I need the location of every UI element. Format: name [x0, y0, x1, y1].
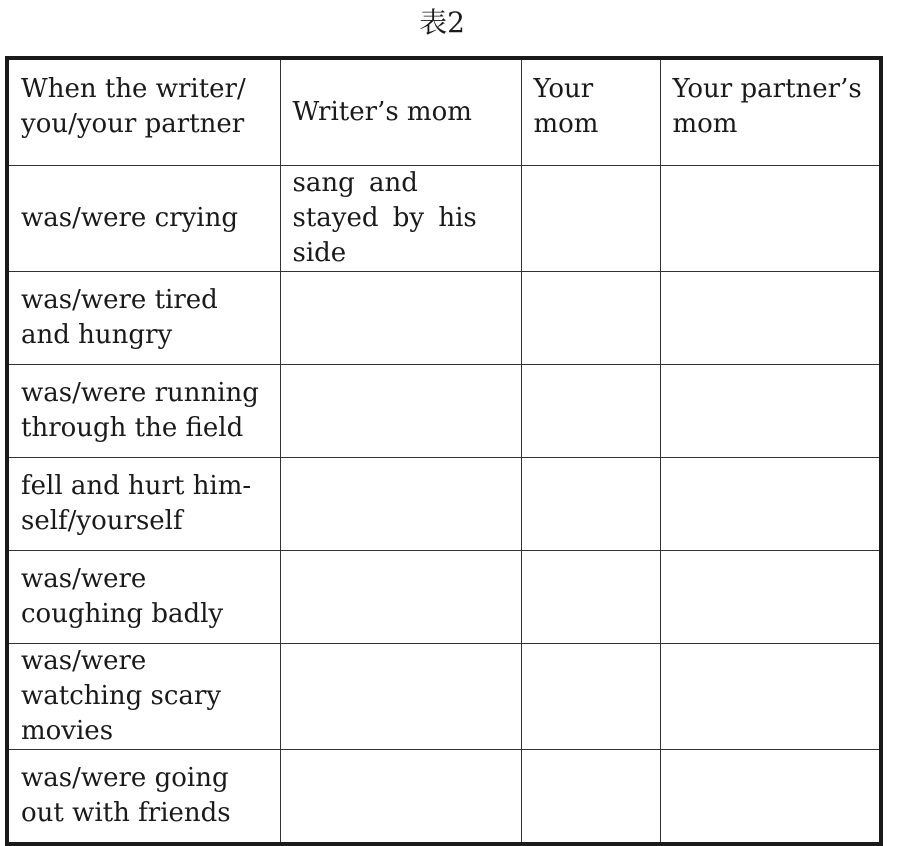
situation-cell: was/were coughing badly [7, 551, 280, 644]
partners-mom-cell [660, 365, 881, 458]
situation-cell: was/were watching scary movies [7, 644, 280, 750]
your-mom-cell [521, 365, 660, 458]
writers-mom-cell [280, 750, 521, 845]
your-mom-cell [521, 551, 660, 644]
table-row [7, 750, 881, 845]
partners-mom-cell [660, 166, 881, 272]
your-mom-cell [521, 644, 660, 750]
writers-mom-cell [280, 551, 521, 644]
writers-mom-cell [280, 272, 521, 365]
table-row [7, 272, 881, 365]
table-row [7, 458, 881, 551]
header-situation: When the writer/ you/your partner [7, 58, 280, 166]
your-mom-cell [521, 272, 660, 365]
situation-cell: was/were crying [7, 166, 280, 272]
situation-cell: was/were tired and hungry [7, 272, 280, 365]
table-caption: 表2 [419, 6, 465, 39]
partners-mom-cell [660, 458, 881, 551]
situation-cell: was/were running through the field [7, 365, 280, 458]
partners-mom-cell [660, 644, 881, 750]
situation-cell: was/were going out with friends [7, 750, 280, 845]
table-row [7, 644, 881, 750]
your-mom-cell [521, 458, 660, 551]
writers-mom-cell [280, 458, 521, 551]
partners-mom-cell [660, 750, 881, 845]
writers-mom-cell [280, 644, 521, 750]
table-header-row [7, 58, 881, 166]
partners-mom-cell [660, 272, 881, 365]
table-row [7, 551, 881, 644]
situation-cell: fell and hurt him-self/yourself [7, 458, 280, 551]
table-row [7, 365, 881, 458]
header-your-mom: Your mom [521, 58, 660, 166]
table-row [7, 166, 881, 272]
header-writers-mom: Writer’s mom [280, 58, 521, 166]
partners-mom-cell [660, 551, 881, 644]
writers-mom-cell [280, 365, 521, 458]
comparison-table [5, 56, 883, 846]
header-partners-mom: Your partner’s mom [660, 58, 881, 166]
your-mom-cell [521, 166, 660, 272]
your-mom-cell [521, 750, 660, 845]
writers-mom-cell: sang and stayed by his side [280, 166, 521, 272]
